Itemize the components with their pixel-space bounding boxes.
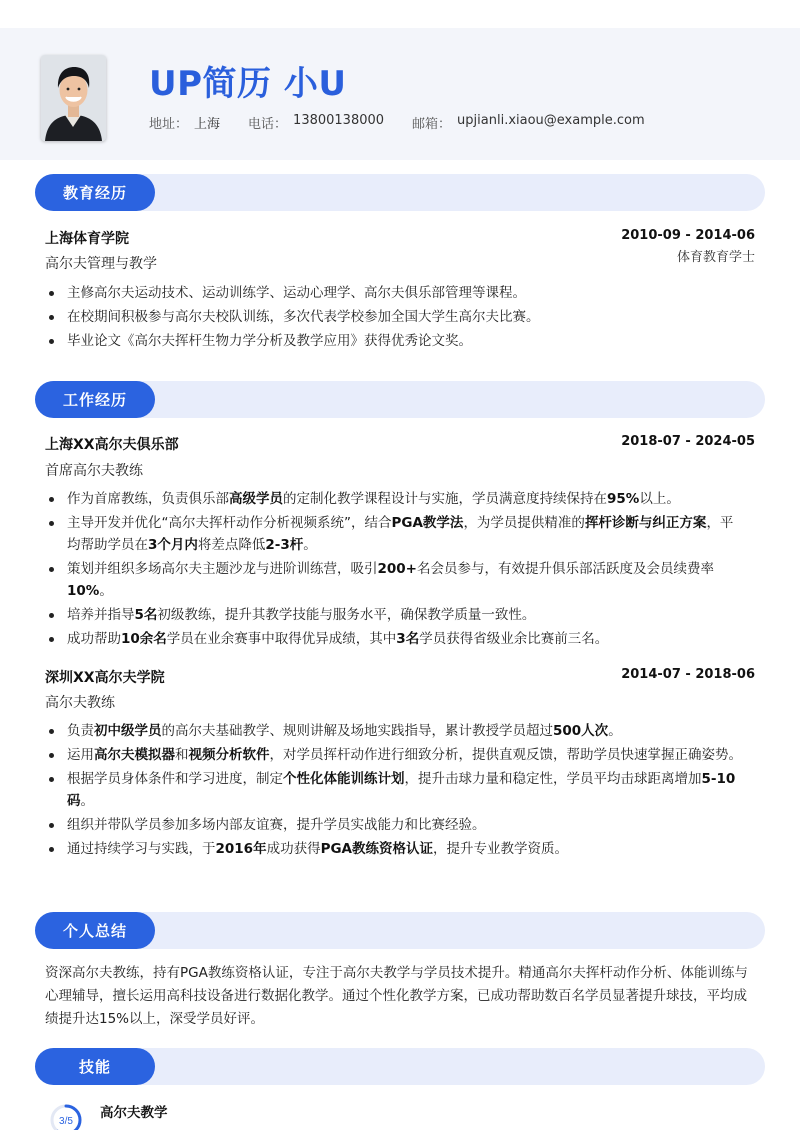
list-item [45,744,745,766]
bullet-text: 初级教练，提升其教学技能与服务水平，确保教学质量一致性。 [157,607,536,623]
contact-info [149,113,645,132]
top-strip [0,0,800,28]
bullet-text: 负责 [67,723,94,739]
address-value: 上海 [194,117,221,132]
email-label: 邮箱： [412,117,452,132]
summary-section-bar [35,912,765,949]
phone-label: 电话： [248,117,288,132]
list-item [45,838,745,860]
contact-address [149,113,220,132]
email-value: upjianli.xiaou@example.com [457,113,645,128]
profile-photo-image [41,55,106,141]
education-school: 上海体育学院 [45,231,129,247]
bullet-text: 通过持续学习与实践，于 [67,841,216,857]
skill-level-ring [49,1103,83,1130]
skills-section-bar [35,1048,765,1085]
bullet-highlight: 5-10码 [67,771,736,809]
bullet-text: 。 [99,583,113,599]
phone-value: 13800138000 [293,113,385,128]
bullet-text: 成功帮助 [67,631,121,647]
bullet-text: ，平均帮助学员在 [67,515,734,553]
education-section-bar [35,174,765,211]
bullet-text: 组织并带队学员参加多场内部友谊赛，提升学员实战能力和比赛经验。 [67,817,486,833]
work-section-bar [35,381,765,418]
work-role-2: 高尔夫教练 [45,695,115,711]
bullet-text: 。 [608,723,622,739]
list-item [45,628,745,650]
work-role-1: 首席高尔夫教练 [45,463,143,479]
resume-header [0,28,800,160]
bullet-highlight: 2016年 [215,841,267,857]
bullet-highlight: 10% [67,583,100,599]
education-date: 2010-09 - 2014-06 [621,228,755,243]
education-section-title: 教育经历 [35,174,155,211]
bullet-highlight: 3名 [396,631,420,647]
education-degree: 体育教育学士 [676,250,755,265]
bullet-highlight: 2-3杆 [265,537,304,553]
summary-text: 资深高尔夫教练，持有PGA教练资格认证，专注于高尔夫教学与学员技术提升。精通高尔夫挥杆动作分析、体能训练与心理辅导，擅长运用高科技设备进行数据化教学。通过个性化教学方案，已成功帮助数百名学员显著提升球技，平均成绩提升达15%以上，深受学员好评。 [45,965,748,1027]
address-label: 地址： [149,117,189,132]
bullet-highlight: PGA教学法 [391,515,464,531]
list-item: 在校期间积极参与高尔夫校队训练，多次代表学校参加全国大学生高尔夫比赛。 [45,306,745,328]
bullet-highlight: 3个月内 [148,537,198,553]
bullet-text: 作为首席教练，负责俱乐部 [67,491,229,507]
list-item [45,558,745,602]
bullet-text: ，提升击球力量和稳定性，学员平均击球距离增加 [404,771,702,787]
summary-section-title: 个人总结 [35,912,155,949]
bullet-text: 的定制化教学课程设计与实施，学员满意度持续保持在 [283,491,607,507]
education-bullets [45,282,745,354]
list-item [45,814,745,836]
bullet-text: ，为学员提供精准的 [463,515,585,531]
bullet-text: 成功获得 [266,841,321,857]
contact-email [412,113,645,132]
list-item [45,604,745,626]
profile-photo [41,55,106,141]
work-date-1: 2018-07 - 2024-05 [621,434,755,449]
bullet-highlight: 高尔夫模拟器 [94,747,175,763]
candidate-name: UP简历 小U [149,64,347,104]
bullet-text: 根据学员身体条件和学习进度，制定 [67,771,283,787]
bullet-text: 的高尔夫基础教学、规则讲解及场地实践指导，累计教授学员超过 [161,723,553,739]
bullet-highlight: 10余名 [121,631,167,647]
bullet-highlight: 200+ [377,561,417,577]
bullet-text: 。 [303,537,317,553]
bullet-highlight: 500人次 [553,723,609,739]
work-section-title: 工作经历 [35,381,155,418]
bullet-highlight: 视频分析软件 [188,747,270,763]
bullet-text: 主导开发并优化“高尔夫挥杆动作分析视频系统”，结合 [67,515,392,531]
list-item: 毕业论文《高尔夫挥杆生物力学分析及教学应用》获得优秀论文奖。 [45,330,745,352]
bullet-text: 学员在业余赛事中取得优异成绩，其中 [166,631,397,647]
skills-section-title: 技能 [35,1048,155,1085]
bullet-text: 。 [80,793,94,809]
bullet-highlight: 个性化体能训练计划 [283,771,405,787]
bullet-text: 将差点降低 [197,537,266,553]
bullet-text: 学员获得省级业余比赛前三名。 [419,631,609,647]
contact-phone [248,113,384,132]
bullet-highlight: 5名 [134,607,158,623]
skill-name: 高尔夫教学 [100,1105,168,1121]
bullet-highlight: 95% [607,491,640,507]
bullet-highlight: PGA教练资格认证 [320,841,434,857]
work-bullets-2 [45,720,745,862]
work-company-2: 深圳XX高尔夫学院 [45,670,165,686]
bullet-highlight: 初中级学员 [94,723,162,739]
bullet-text: 名会员参与，有效提升俱乐部活跃度及会员续费率 [417,561,714,577]
work-bullets-1 [45,488,745,652]
bullet-text: ，对学员挥杆动作进行细致分析，提供直观反馈，帮助学员快速掌握正确姿势。 [269,747,742,763]
skill-level-text: 3/5 [59,1116,73,1127]
list-item [45,488,745,510]
list-item [45,720,745,742]
bullet-highlight: 高级学员 [229,491,283,507]
list-item [45,512,745,556]
list-item [45,768,745,812]
work-company-1: 上海XX高尔夫俱乐部 [45,437,179,453]
bullet-text: ，提升专业教学资质。 [433,841,569,857]
bullet-text: 培养并指导 [67,607,135,623]
bullet-highlight: 挥杆诊断与纠正方案 [584,515,707,531]
bullet-text: 和 [175,747,189,763]
education-major: 高尔夫管理与教学 [45,256,157,272]
bullet-text: 运用 [67,747,94,763]
bullet-text: 策划并组织多场高尔夫主题沙龙与进阶训练营，吸引 [67,561,378,577]
work-date-2: 2014-07 - 2018-06 [621,667,755,682]
bullet-text: 以上。 [639,491,680,507]
list-item: 主修高尔夫运动技术、运动训练学、运动心理学、高尔夫俱乐部管理等课程。 [45,282,745,304]
